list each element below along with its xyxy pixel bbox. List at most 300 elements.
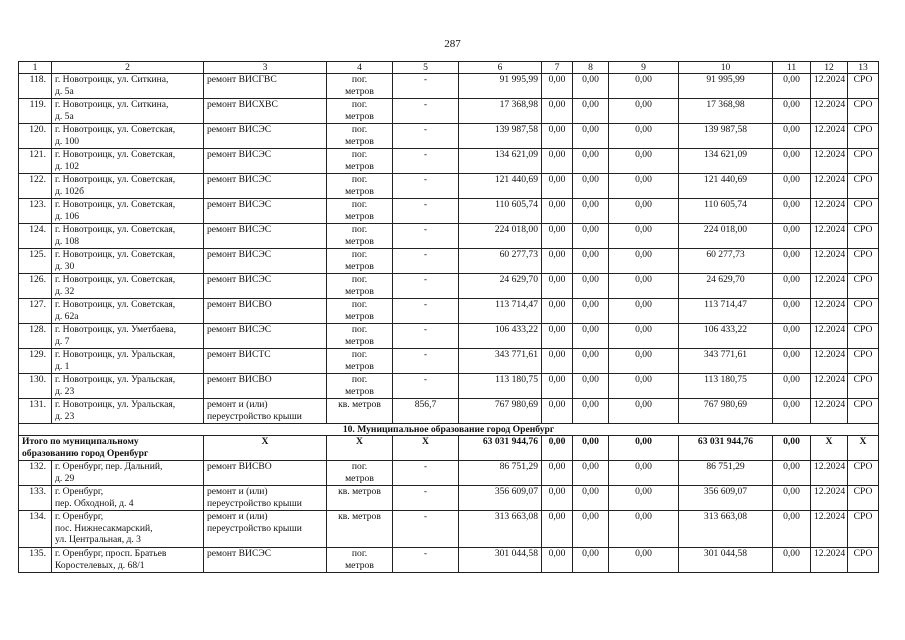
- address-cell-line: г. Новотроицк, ул. Уральская,: [55, 349, 176, 360]
- column-number-cell: 10: [679, 62, 773, 74]
- total-cost-cell: 110 605,74: [459, 199, 542, 224]
- method-cell: СРО: [848, 374, 879, 399]
- address-cell: [52, 99, 204, 124]
- value-cell-7: 0,00: [542, 399, 573, 424]
- value-cell-7: 0,00: [542, 349, 573, 374]
- work-type-cell-line: переустройство крыши: [207, 410, 302, 422]
- row-number: 121.: [19, 149, 52, 174]
- work-type-cell: [204, 124, 327, 149]
- total-cell-4: X: [327, 436, 393, 461]
- address-cell-line: г. Новотроицк, ул. Уральская,: [55, 374, 176, 385]
- value-cell-8: 0,00: [573, 548, 609, 573]
- address-cell: [52, 149, 204, 174]
- address-cell-line: ул. Центральная, д. 3: [55, 534, 141, 546]
- quantity-cell: -: [393, 461, 459, 486]
- deadline-cell: 12.2024: [811, 224, 848, 249]
- fund-cost-cell: 106 433,22: [679, 324, 773, 349]
- work-type-cell: [204, 174, 327, 199]
- total-cost-cell: 113 180,75: [459, 374, 542, 399]
- value-cell-7: 0,00: [542, 461, 573, 486]
- work-type-cell-line: ремонт ВИСЭС: [207, 149, 272, 160]
- method-cell: СРО: [848, 486, 879, 511]
- method-cell: СРО: [848, 149, 879, 174]
- value-cell-9: 0,00: [609, 324, 679, 349]
- unit-cell-line: пог.: [351, 349, 368, 360]
- table-row: [19, 174, 879, 199]
- unit-cell-line: метров: [345, 260, 374, 272]
- work-type-cell: [204, 349, 327, 374]
- value-cell-7: 0,00: [542, 149, 573, 174]
- address-cell-line: г. Новотроицк, ул. Советская,: [55, 199, 176, 210]
- row-number: 118.: [19, 74, 52, 99]
- method-cell: СРО: [848, 74, 879, 99]
- quantity-cell: -: [393, 511, 459, 548]
- work-type-cell-line: ремонт ВИСЭС: [207, 224, 272, 235]
- method-cell: СРО: [848, 224, 879, 249]
- total-cell-5: X: [393, 436, 459, 461]
- address-cell: [52, 249, 204, 274]
- section-header-row: [19, 424, 879, 436]
- unit-cell-line: метров: [345, 85, 374, 97]
- unit-cell-line: пог.: [351, 99, 368, 110]
- address-cell-line: г. Оренбург, просп. Братьев: [55, 548, 167, 559]
- deadline-cell: 12.2024: [811, 299, 848, 324]
- value-cell-7: 0,00: [542, 124, 573, 149]
- column-number-cell: 9: [609, 62, 679, 74]
- quantity-cell: -: [393, 486, 459, 511]
- value-cell-9: 0,00: [609, 349, 679, 374]
- column-number-cell: 7: [542, 62, 573, 74]
- total-fund-sum: 63 031 944,76: [679, 436, 773, 461]
- address-cell-line: г. Новотроицк, ул. Советская,: [55, 274, 176, 285]
- work-type-cell: [204, 74, 327, 99]
- table-row: [19, 548, 879, 573]
- address-cell: [52, 349, 204, 374]
- quantity-cell: -: [393, 548, 459, 573]
- address-cell-line: г. Новотроицк, ул. Советская,: [55, 124, 176, 135]
- total-cost-cell: 121 440,69: [459, 174, 542, 199]
- work-type-cell: [204, 299, 327, 324]
- deadline-cell: 12.2024: [811, 99, 848, 124]
- row-number: 132.: [19, 461, 52, 486]
- unit-cell-line: кв. метров: [338, 399, 381, 410]
- fund-cost-cell: 343 771,61: [679, 349, 773, 374]
- total-cell-3: X: [204, 436, 327, 461]
- unit-cell-line: пог.: [351, 149, 368, 160]
- unit-cell: [327, 249, 393, 274]
- unit-cell-line: пог.: [351, 199, 368, 210]
- address-cell: [52, 199, 204, 224]
- work-type-cell-line: ремонт и (или): [207, 511, 268, 522]
- address-cell-line: д. 100: [55, 135, 80, 147]
- fund-cost-cell: 60 277,73: [679, 249, 773, 274]
- column-number-cell: 5: [393, 62, 459, 74]
- address-cell-line: г. Оренбург,: [55, 486, 104, 497]
- fund-cost-cell: 139 987,58: [679, 124, 773, 149]
- work-type-cell: [204, 511, 327, 548]
- value-cell-11: 0,00: [773, 274, 811, 299]
- address-cell-line: Коростелевых, д. 68/1: [55, 559, 145, 571]
- table-row: [19, 124, 879, 149]
- fund-cost-cell: 134 621,09: [679, 149, 773, 174]
- value-cell-9: 0,00: [609, 174, 679, 199]
- column-number-row: [19, 62, 879, 74]
- total-label-line: образованию город Оренбург: [22, 447, 149, 459]
- unit-cell: [327, 461, 393, 486]
- quantity-cell: -: [393, 349, 459, 374]
- row-number: 131.: [19, 399, 52, 424]
- address-cell-line: г. Оренбург, пер. Дальний,: [55, 461, 163, 472]
- unit-cell-line: метров: [345, 559, 374, 571]
- work-type-cell-line: ремонт ВИСВО: [207, 374, 272, 385]
- total-cost-cell: 113 714,47: [459, 299, 542, 324]
- address-cell-line: д. 23: [55, 385, 75, 397]
- value-cell-8: 0,00: [573, 349, 609, 374]
- value-cell-8: 0,00: [573, 224, 609, 249]
- method-cell: СРО: [848, 461, 879, 486]
- quantity-cell: -: [393, 274, 459, 299]
- row-number: 127.: [19, 299, 52, 324]
- unit-cell-line: метров: [345, 335, 374, 347]
- value-cell-7: 0,00: [542, 374, 573, 399]
- total-cost-cell: 224 018,00: [459, 224, 542, 249]
- address-cell-line: д. 7: [55, 335, 70, 347]
- value-cell-9: 0,00: [609, 511, 679, 548]
- column-number-cell: 12: [811, 62, 848, 74]
- quantity-cell: -: [393, 174, 459, 199]
- row-number: 125.: [19, 249, 52, 274]
- value-cell-8: 0,00: [573, 249, 609, 274]
- address-cell-line: д. 1: [55, 360, 70, 372]
- table-row: [19, 399, 879, 424]
- work-type-cell: [204, 461, 327, 486]
- unit-cell: [327, 174, 393, 199]
- quantity-cell: -: [393, 324, 459, 349]
- deadline-cell: 12.2024: [811, 124, 848, 149]
- deadline-cell: 12.2024: [811, 74, 848, 99]
- deadline-cell: 12.2024: [811, 249, 848, 274]
- unit-cell-line: пог.: [351, 461, 368, 472]
- total-cost-cell: 301 044,58: [459, 548, 542, 573]
- work-type-cell-line: ремонт ВИСХВС: [207, 99, 278, 110]
- value-cell-11: 0,00: [773, 548, 811, 573]
- row-number: 133.: [19, 486, 52, 511]
- address-cell-line: д. 32: [55, 285, 75, 297]
- value-cell-11: 0,00: [773, 199, 811, 224]
- address-cell-line: г. Новотроицк, ул. Ситкина,: [55, 99, 169, 110]
- unit-cell: [327, 399, 393, 424]
- total-cell-11: 0,00: [773, 436, 811, 461]
- address-cell: [52, 74, 204, 99]
- address-cell-line: д. 62а: [55, 310, 79, 322]
- total-cost-cell: 106 433,22: [459, 324, 542, 349]
- work-type-cell: [204, 224, 327, 249]
- value-cell-8: 0,00: [573, 324, 609, 349]
- unit-cell-line: пог.: [351, 124, 368, 135]
- method-cell: СРО: [848, 399, 879, 424]
- unit-cell-line: метров: [345, 110, 374, 122]
- deadline-cell: 12.2024: [811, 511, 848, 548]
- address-cell: [52, 548, 204, 573]
- total-cost-cell: 91 995,99: [459, 74, 542, 99]
- value-cell-9: 0,00: [609, 274, 679, 299]
- method-cell: СРО: [848, 511, 879, 548]
- value-cell-9: 0,00: [609, 374, 679, 399]
- address-cell-line: д. 102б: [55, 185, 84, 197]
- fund-cost-cell: 24 629,70: [679, 274, 773, 299]
- work-type-cell-line: ремонт ВИСЭС: [207, 174, 272, 185]
- quantity-cell: -: [393, 124, 459, 149]
- work-type-cell-line: ремонт ВИСЭС: [207, 274, 272, 285]
- row-number: 134.: [19, 511, 52, 548]
- total-row: [19, 436, 879, 461]
- address-cell: [52, 124, 204, 149]
- unit-cell-line: метров: [345, 185, 374, 197]
- total-label: [19, 436, 204, 461]
- unit-cell: [327, 511, 393, 548]
- unit-cell: [327, 374, 393, 399]
- unit-cell-line: метров: [345, 210, 374, 222]
- value-cell-7: 0,00: [542, 174, 573, 199]
- table-row: [19, 274, 879, 299]
- work-type-cell-line: ремонт и (или): [207, 486, 268, 497]
- address-cell: [52, 174, 204, 199]
- fund-cost-cell: 91 995,99: [679, 74, 773, 99]
- address-cell: [52, 274, 204, 299]
- value-cell-9: 0,00: [609, 399, 679, 424]
- value-cell-8: 0,00: [573, 124, 609, 149]
- address-cell-line: д. 106: [55, 210, 80, 222]
- table-row: [19, 224, 879, 249]
- value-cell-8: 0,00: [573, 461, 609, 486]
- value-cell-7: 0,00: [542, 324, 573, 349]
- value-cell-11: 0,00: [773, 124, 811, 149]
- address-cell-line: д. 5а: [55, 110, 74, 122]
- column-number-cell: 8: [573, 62, 609, 74]
- address-cell-line: пер. Обходной, д. 4: [55, 497, 134, 509]
- address-cell-line: г. Новотроицк, ул. Советская,: [55, 224, 176, 235]
- total-cost-cell: 139 987,58: [459, 124, 542, 149]
- total-cell-7: 0,00: [542, 436, 573, 461]
- row-number: 119.: [19, 99, 52, 124]
- value-cell-7: 0,00: [542, 299, 573, 324]
- method-cell: СРО: [848, 299, 879, 324]
- row-number: 129.: [19, 349, 52, 374]
- value-cell-11: 0,00: [773, 174, 811, 199]
- column-number-cell: 6: [459, 62, 542, 74]
- deadline-cell: 12.2024: [811, 548, 848, 573]
- unit-cell-line: метров: [345, 285, 374, 297]
- fund-cost-cell: 86 751,29: [679, 461, 773, 486]
- address-cell-line: г. Новотроицк, ул. Уральская,: [55, 399, 176, 410]
- deadline-cell: 12.2024: [811, 149, 848, 174]
- row-number: 122.: [19, 174, 52, 199]
- value-cell-8: 0,00: [573, 486, 609, 511]
- work-type-cell-line: переустройство крыши: [207, 522, 302, 534]
- unit-cell-line: пог.: [351, 324, 368, 335]
- total-cost-cell: 343 771,61: [459, 349, 542, 374]
- quantity-cell: -: [393, 74, 459, 99]
- unit-cell-line: метров: [345, 472, 374, 484]
- page-number: 287: [444, 38, 461, 50]
- total-label-line: Итого по муниципальному: [22, 436, 139, 447]
- work-type-cell: [204, 249, 327, 274]
- unit-cell-line: пог.: [351, 174, 368, 185]
- value-cell-8: 0,00: [573, 74, 609, 99]
- work-type-cell-line: ремонт ВИСЭС: [207, 249, 272, 260]
- address-cell: [52, 299, 204, 324]
- unit-cell-line: пог.: [351, 548, 368, 559]
- address-cell: [52, 511, 204, 548]
- section-title: 10. Муниципальное образование город Оренбург: [19, 424, 879, 436]
- fund-cost-cell: 356 609,07: [679, 486, 773, 511]
- work-type-cell-line: ремонт и (или): [207, 399, 268, 410]
- column-number-cell: 4: [327, 62, 393, 74]
- deadline-cell: 12.2024: [811, 324, 848, 349]
- table-row: [19, 511, 879, 548]
- fund-cost-cell: 110 605,74: [679, 199, 773, 224]
- column-number-cell: 1: [19, 62, 52, 74]
- address-cell: [52, 324, 204, 349]
- deadline-cell: 12.2024: [811, 199, 848, 224]
- work-type-cell: [204, 199, 327, 224]
- total-cost-cell: 313 663,08: [459, 511, 542, 548]
- unit-cell: [327, 349, 393, 374]
- column-number-cell: 13: [848, 62, 879, 74]
- value-cell-9: 0,00: [609, 99, 679, 124]
- address-cell-line: пос. Нижнесакмарский,: [55, 522, 153, 534]
- work-type-cell: [204, 486, 327, 511]
- work-type-cell-line: ремонт ВИСЭС: [207, 124, 272, 135]
- value-cell-7: 0,00: [542, 486, 573, 511]
- unit-cell: [327, 124, 393, 149]
- value-cell-11: 0,00: [773, 349, 811, 374]
- value-cell-7: 0,00: [542, 274, 573, 299]
- value-cell-9: 0,00: [609, 124, 679, 149]
- unit-cell: [327, 74, 393, 99]
- quantity-cell: -: [393, 299, 459, 324]
- address-cell-line: г. Новотроицк, ул. Советская,: [55, 249, 176, 260]
- value-cell-8: 0,00: [573, 399, 609, 424]
- table-row: [19, 374, 879, 399]
- row-number: 120.: [19, 124, 52, 149]
- method-cell: СРО: [848, 274, 879, 299]
- unit-cell: [327, 99, 393, 124]
- work-type-cell-line: ремонт ВИСЭС: [207, 548, 272, 559]
- work-type-cell: [204, 399, 327, 424]
- deadline-cell: 12.2024: [811, 461, 848, 486]
- quantity-cell: -: [393, 224, 459, 249]
- value-cell-8: 0,00: [573, 299, 609, 324]
- fund-cost-cell: 301 044,58: [679, 548, 773, 573]
- unit-cell-line: пог.: [351, 374, 368, 385]
- row-number: 124.: [19, 224, 52, 249]
- work-type-cell-line: ремонт ВИСВО: [207, 299, 272, 310]
- method-cell: СРО: [848, 174, 879, 199]
- method-cell: СРО: [848, 124, 879, 149]
- address-cell-line: г. Новотроицк, ул. Советская,: [55, 299, 176, 310]
- method-cell: СРО: [848, 99, 879, 124]
- value-cell-9: 0,00: [609, 548, 679, 573]
- value-cell-8: 0,00: [573, 199, 609, 224]
- value-cell-11: 0,00: [773, 399, 811, 424]
- unit-cell-line: метров: [345, 135, 374, 147]
- row-number: 123.: [19, 199, 52, 224]
- unit-cell: [327, 274, 393, 299]
- value-cell-8: 0,00: [573, 511, 609, 548]
- address-cell-line: г. Оренбург,: [55, 511, 104, 522]
- value-cell-7: 0,00: [542, 199, 573, 224]
- unit-cell-line: метров: [345, 385, 374, 397]
- work-type-cell-line: ремонт ВИСЭС: [207, 324, 272, 335]
- total-cost-cell: 86 751,29: [459, 461, 542, 486]
- total-cost-cell: 60 277,73: [459, 249, 542, 274]
- column-number-cell: 2: [52, 62, 204, 74]
- work-type-cell: [204, 548, 327, 573]
- fund-cost-cell: 313 663,08: [679, 511, 773, 548]
- unit-cell: [327, 324, 393, 349]
- work-type-cell: [204, 149, 327, 174]
- address-cell-line: д. 30: [55, 260, 75, 272]
- fund-cost-cell: 224 018,00: [679, 224, 773, 249]
- value-cell-11: 0,00: [773, 224, 811, 249]
- value-cell-9: 0,00: [609, 224, 679, 249]
- work-type-cell: [204, 324, 327, 349]
- quantity-cell: -: [393, 374, 459, 399]
- value-cell-9: 0,00: [609, 149, 679, 174]
- address-cell-line: д. 5а: [55, 85, 74, 97]
- address-cell-line: д. 23: [55, 410, 75, 422]
- value-cell-7: 0,00: [542, 548, 573, 573]
- value-cell-8: 0,00: [573, 274, 609, 299]
- value-cell-11: 0,00: [773, 461, 811, 486]
- quantity-cell: 856,7: [393, 399, 459, 424]
- value-cell-9: 0,00: [609, 299, 679, 324]
- unit-cell-line: пог.: [351, 299, 368, 310]
- fund-cost-cell: 767 980,69: [679, 399, 773, 424]
- unit-cell: [327, 224, 393, 249]
- unit-cell: [327, 149, 393, 174]
- address-cell-line: д. 108: [55, 235, 80, 247]
- table-row: [19, 74, 879, 99]
- unit-cell-line: кв. метров: [338, 486, 381, 497]
- total-cell-9: 0,00: [609, 436, 679, 461]
- value-cell-7: 0,00: [542, 511, 573, 548]
- work-type-cell: [204, 274, 327, 299]
- unit-cell-line: пог.: [351, 224, 368, 235]
- deadline-cell: 12.2024: [811, 486, 848, 511]
- total-cell-12: X: [811, 436, 848, 461]
- value-cell-9: 0,00: [609, 199, 679, 224]
- address-cell: [52, 374, 204, 399]
- address-cell-line: г. Новотроицк, ул. Уметбаева,: [55, 324, 177, 335]
- row-number: 135.: [19, 548, 52, 573]
- work-type-cell: [204, 99, 327, 124]
- table-row: [19, 486, 879, 511]
- work-type-cell: [204, 374, 327, 399]
- unit-cell: [327, 199, 393, 224]
- deadline-cell: 12.2024: [811, 274, 848, 299]
- unit-cell-line: метров: [345, 160, 374, 172]
- unit-cell: [327, 299, 393, 324]
- value-cell-8: 0,00: [573, 374, 609, 399]
- unit-cell-line: пог.: [351, 274, 368, 285]
- table-row: [19, 349, 879, 374]
- value-cell-7: 0,00: [542, 74, 573, 99]
- unit-cell-line: пог.: [351, 249, 368, 260]
- repair-schedule-table: [18, 61, 879, 573]
- table-row: [19, 324, 879, 349]
